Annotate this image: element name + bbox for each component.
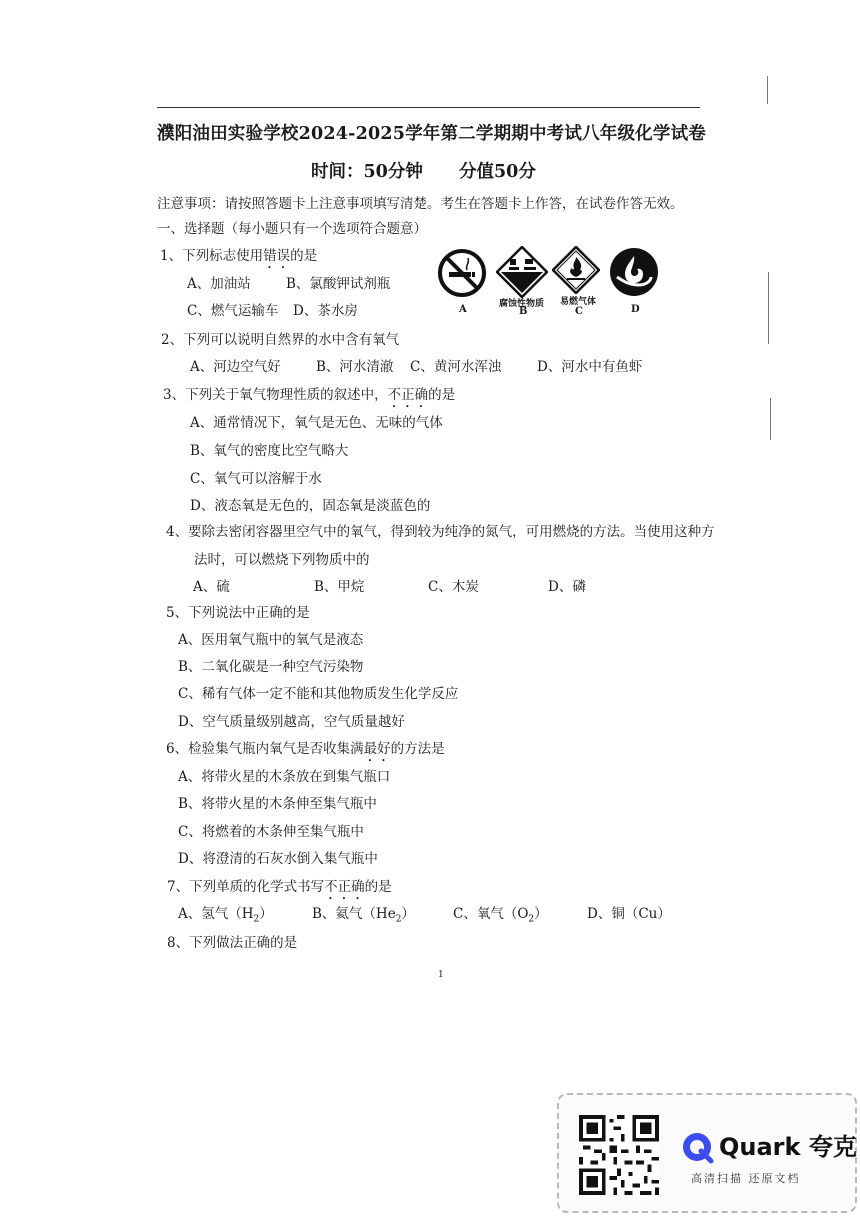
- question-2-option-a: A、河边空气好: [190, 359, 281, 375]
- question-6-option-c: C、将燃着的木条伸至集气瓶中: [178, 824, 364, 840]
- page-number: 1: [438, 970, 444, 980]
- question-1-option-b: B、氯酸钾试剂瓶: [286, 276, 391, 292]
- scan-edge-mark: [768, 272, 769, 344]
- question-4-option-d: D、磷: [548, 579, 586, 595]
- question-1-option-a: A、加油站: [187, 276, 251, 292]
- question-5-option-a: A、医用氧气瓶中的氧气是液态: [178, 632, 364, 648]
- question-6-option-b: B、将带火星的木条伸至集气瓶中: [178, 796, 377, 812]
- question-3-stem: 3、下列关于氧气物理性质的叙述中，不正确的是: [163, 387, 456, 403]
- question-3-option-d: D、液态氧是无色的，固态氧是淡蓝色的: [190, 498, 431, 514]
- question-3-option-c: C、氧气可以溶解于水: [190, 471, 322, 487]
- question-5-stem: 5、下列说法中正确的是: [166, 605, 310, 621]
- quark-tagline: 高清扫描 还原文档: [691, 1172, 801, 1185]
- quark-logo-icon: [681, 1131, 715, 1165]
- question-2-option-c: C、黄河水浑浊: [410, 359, 502, 375]
- section-heading: 一、选择题（每小题只有一个选项符合题意）: [157, 221, 427, 237]
- question-5-option-c: C、稀有气体一定不能和其他物质发生化学反应: [178, 686, 459, 702]
- question-7-option-b: B、氦气$(He_2)$: [312, 906, 415, 925]
- corrosive-caption: 腐蚀性物质: [499, 299, 545, 309]
- no-smoking-icon: [437, 248, 487, 298]
- question-4-option-b: B、甲烷: [314, 579, 365, 595]
- question-7-option-a: A、氢气$(H_2)$: [178, 906, 273, 925]
- question-2-option-b: B、河水清澈: [316, 359, 394, 375]
- question-4-option-c: C、木炭: [428, 579, 479, 595]
- question-1-stem: 1、下列标志使用错误的是: [160, 248, 318, 264]
- exam-time: 时间：50分钟: [311, 162, 423, 182]
- question-3-option-b: B、氧气的密度比空气略大: [190, 443, 349, 459]
- question-4-stem-line-1: 4、要除去密闭容器里空气中的氧气，得到较为纯净的氮气，可用燃烧的方法。当使用这种方: [166, 524, 715, 540]
- sign-a-letter: A: [459, 304, 467, 315]
- question-7-option-d: D、铜（Cu）: [587, 906, 671, 922]
- sign-b-letter: B: [519, 306, 528, 317]
- quark-brand: Quark 夸克: [719, 1133, 857, 1161]
- scan-edge-mark: [770, 398, 771, 440]
- scan-edge-mark: [767, 76, 768, 104]
- question-6-option-a: A、将带火星的木条放在到集气瓶口: [178, 769, 391, 785]
- qr-code-icon: [579, 1115, 659, 1195]
- question-7-option-c: C、氧气$(O_2)$: [453, 906, 548, 925]
- quark-watermark: [557, 1093, 857, 1213]
- corrosive-icon: [496, 246, 548, 298]
- question-6-option-d: D、将澄清的石灰水倒入集气瓶中: [178, 851, 378, 867]
- question-6-stem: 6、检验集气瓶内氧气是否收集满最好的方法是: [166, 741, 445, 757]
- question-4-stem-line-2: 法时，可以燃烧下列物质中的: [194, 552, 370, 568]
- flammable-gas-caption: 易燃气体: [560, 297, 597, 307]
- header-rule: [157, 107, 700, 108]
- sign-d-letter: D: [631, 304, 640, 315]
- question-5-option-d: D、空气质量级别越高，空气质量越好: [178, 714, 405, 730]
- exam-score: 分值50分: [459, 162, 536, 182]
- sign-c-letter: C: [575, 306, 583, 317]
- question-8-stem: 8、下列做法正确的是: [167, 935, 298, 951]
- emphasis-text: 不正确: [387, 387, 429, 403]
- question-5-option-b: B、二氧化碳是一种空气污染物: [178, 659, 364, 675]
- water-saving-icon: [609, 247, 659, 297]
- question-4-option-a: A、硫: [193, 579, 230, 595]
- question-3-option-a: A、通常情况下，氧气是无色、无味的气体: [190, 415, 443, 431]
- question-2-option-d: D、河水中有鱼虾: [537, 359, 643, 375]
- question-1-option-c: C、燃气运输车: [187, 303, 279, 319]
- exam-title: 濮阳油田实验学校2024-2025学年第二学期期中考试八年级化学试卷: [157, 124, 706, 144]
- question-1-option-d: D、茶水房: [293, 303, 358, 319]
- notice-text: 注意事项：请按照答题卡上注意事项填写清楚。考生在答题卡上作答，在试卷作答无效。: [157, 196, 684, 212]
- question-2-stem: 2、下列可以说明自然界的水中含有氧气: [161, 332, 400, 348]
- flammable-gas-icon: [552, 246, 600, 294]
- emphasis-text: 不正确: [324, 879, 365, 895]
- question-7-stem: 7、下列单质的化学式书写不正确的是: [167, 879, 392, 895]
- emphasis-text: 错误: [263, 248, 291, 264]
- emphasis-text: 最好: [363, 741, 391, 757]
